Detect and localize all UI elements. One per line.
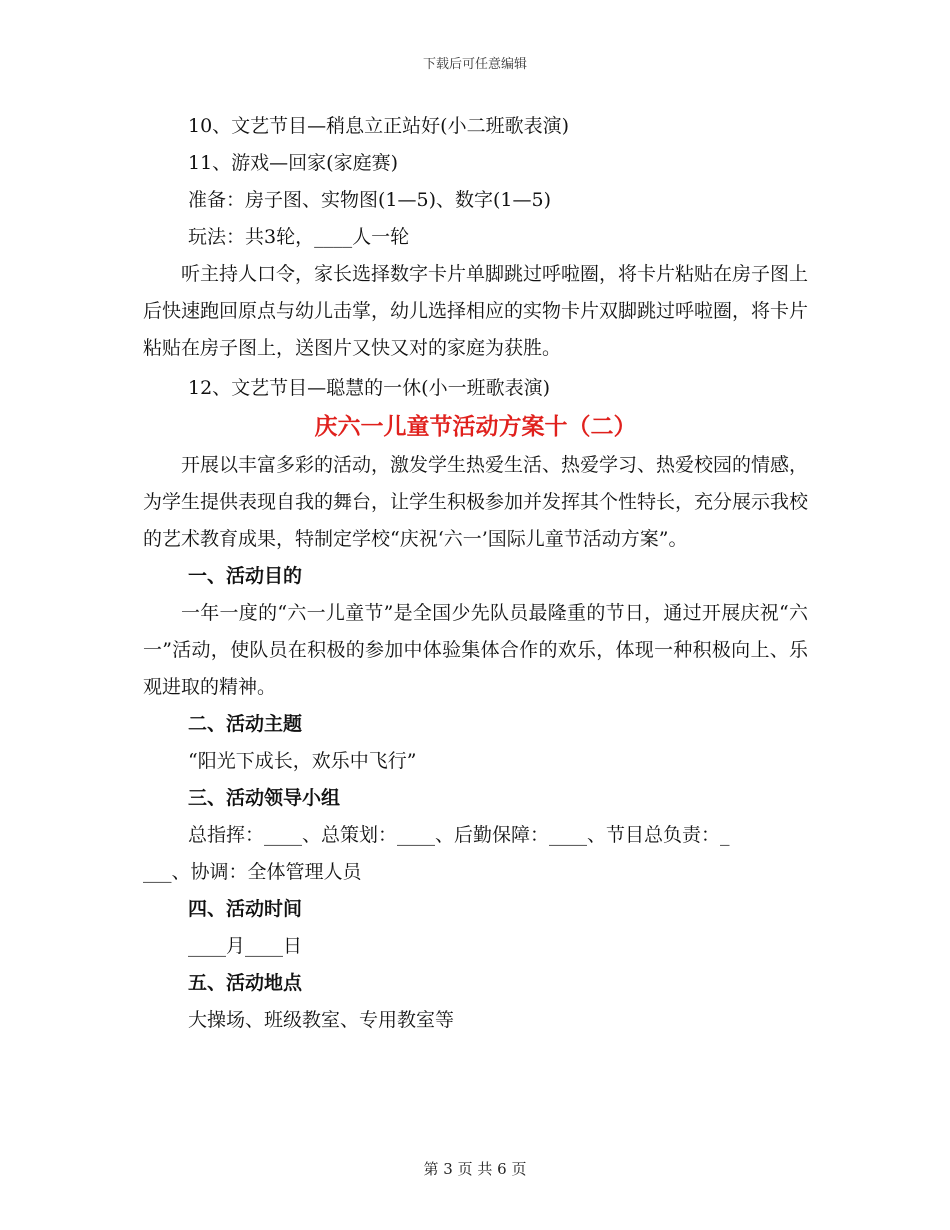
heading-theme: 二、活动主题 xyxy=(188,713,303,735)
document-body xyxy=(143,108,808,1039)
heading-location: 五、活动地点 xyxy=(188,972,303,994)
program-item-12: 12、文艺节目—聪慧的一休(小一班歌表演) xyxy=(188,377,551,399)
game-preparation: 准备：房子图、实物图(1—5)、数字(1—5) xyxy=(188,189,552,211)
leadership-line-1: 总指挥：____、总策划：____、后勤保障：____、节目总负责：_ xyxy=(188,824,730,846)
program-item-10: 10、文艺节目—稍息立正站好(小二班歌表演) xyxy=(188,115,570,137)
page-footer: 第 3 页 共 6 页 xyxy=(423,1160,527,1178)
location-text: 大操场、班级教室、专用教室等 xyxy=(188,1009,455,1031)
leadership-line-2: ___、协调：全体管理人员 xyxy=(143,861,362,883)
heading-time: 四、活动时间 xyxy=(188,898,303,920)
intro-paragraph: 开展以丰富多彩的活动，激发学生热爱生活、热爱学习、热爱校园的情感，为学生提供表现自我的舞台，让学生积极参加并发挥其个性特长，充分展示我校的艺术教育成果，特制定学校“庆祝‘六一’国际儿童节活动方案”。 xyxy=(143,454,809,550)
heading-leadership: 三、活动领导小组 xyxy=(188,787,341,809)
game-method: 玩法：共3轮，____人一轮 xyxy=(188,226,410,248)
page-header: 下载后可任意编辑 xyxy=(422,57,527,72)
time-text: ____月____日 xyxy=(188,935,303,957)
program-item-11: 11、游戏—回家(家庭赛) xyxy=(188,152,399,174)
heading-purpose: 一、活动目的 xyxy=(188,565,303,587)
section-title: 庆六一儿童节活动方案十（二） xyxy=(314,414,637,440)
purpose-paragraph: 一年一度的“六一儿童节”是全国少先队员最隆重的节日，通过开展庆祝“六一”活动，使队员在积极的参加中体验集体合作的欢乐，体现一种积极向上、乐观进取的精神。 xyxy=(143,602,808,698)
theme-text: “阳光下成长，欢乐中飞行” xyxy=(188,750,417,772)
game-rules-paragraph: 听主持人口令，家长选择数字卡片单脚跳过呼啦圈，将卡片粘贴在房子图上后快速跑回原点与幼儿击掌，幼儿选择相应的实物卡片双脚跳过呼啦圈，将卡片粘贴在房子图上，送图片又快又对的家庭为获胜。 xyxy=(143,263,809,359)
